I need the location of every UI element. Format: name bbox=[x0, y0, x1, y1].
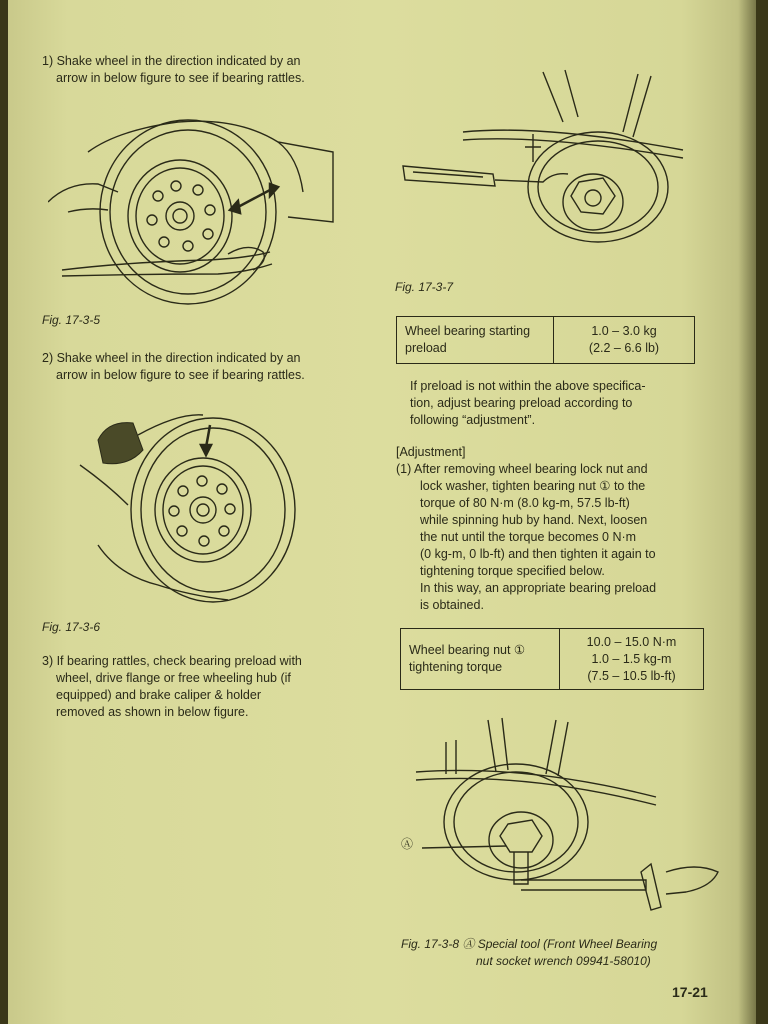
torque-label-line: Wheel bearing nut ① bbox=[409, 643, 526, 657]
step-1-text bbox=[42, 53, 305, 87]
spec-label-line: preload bbox=[405, 341, 447, 355]
adjustment-line: tightening torque specified below. bbox=[420, 564, 605, 578]
note-line: If preload is not within the above specifica- bbox=[410, 379, 646, 393]
figure-caption-17-3-8 bbox=[401, 936, 657, 970]
step-1-line: arrow in below figure to see if bearing rattles. bbox=[56, 71, 305, 85]
spec-value-line: 1.0 – 3.0 kg bbox=[591, 324, 657, 338]
spring-scale-preload-illustration bbox=[393, 62, 693, 252]
torque-value-cell bbox=[560, 629, 703, 689]
figure-caption-17-3-5: Fig. 17-3-5 bbox=[42, 313, 101, 327]
torque-value-line: 1.0 – 1.5 kg-m bbox=[591, 651, 672, 666]
adjustment-line: lock washer, tighten bearing nut ① to the bbox=[420, 479, 646, 493]
callout-a-label: Ⓐ bbox=[401, 837, 414, 851]
spec-label-line: Wheel bearing starting bbox=[405, 324, 531, 338]
spec-label-cell bbox=[397, 317, 554, 363]
torque-value-line: (7.5 – 10.5 lb-ft) bbox=[587, 668, 676, 683]
wheel-shake-illustration-1 bbox=[48, 112, 338, 312]
step-2-text bbox=[42, 350, 305, 384]
caption-line: Fig. 17-3-8 Ⓐ Special tool (Front Wheel Bearing bbox=[401, 937, 658, 951]
figure-caption-17-3-6: Fig. 17-3-6 bbox=[42, 620, 101, 634]
adjustment-section bbox=[396, 444, 656, 614]
adjustment-line: (0 kg-m, 0 lb-ft) and then tighten it again to bbox=[420, 547, 656, 561]
step-3-line: wheel, drive flange or free wheeling hub (if bbox=[56, 671, 291, 685]
step-2-line: 2) Shake wheel in the direction indicated by an bbox=[42, 351, 301, 365]
torque-label-cell bbox=[401, 629, 560, 689]
spec-value-line: (2.2 – 6.6 lb) bbox=[588, 341, 660, 355]
adjustment-line: the nut until the torque becomes 0 N·m bbox=[420, 530, 637, 544]
figure-caption-17-3-7: Fig. 17-3-7 bbox=[395, 280, 454, 294]
step-3-line: 3) If bearing rattles, check bearing preload with bbox=[42, 654, 302, 668]
page-binding-shadow bbox=[738, 0, 756, 1024]
adjustment-line: In this way, an appropriate bearing preload bbox=[420, 581, 657, 595]
caption-line: nut socket wrench 09941-58010) bbox=[476, 954, 651, 968]
step-2-line: arrow in below figure to see if bearing rattles. bbox=[56, 368, 305, 382]
tightening-torque-spec-table bbox=[400, 628, 704, 690]
adjustment-line: torque of 80 N·m (8.0 kg-m, 57.5 lb-ft) bbox=[420, 496, 630, 510]
socket-wrench-illustration bbox=[396, 712, 726, 917]
preload-note-text bbox=[410, 378, 646, 429]
page-number: 17-21 bbox=[672, 984, 708, 1000]
torque-value-line: 10.0 – 15.0 N·m bbox=[586, 634, 677, 649]
step-3-line: removed as shown in below figure. bbox=[56, 705, 249, 719]
adjustment-line: (1) After removing wheel bearing lock nut and bbox=[396, 462, 648, 476]
torque-label-line: tightening torque bbox=[409, 660, 503, 674]
wheel-shake-illustration-2 bbox=[78, 405, 308, 610]
adjustment-line: is obtained. bbox=[420, 598, 484, 612]
step-1-line: 1) Shake wheel in the direction indicated by an bbox=[42, 54, 301, 68]
starting-preload-spec-table bbox=[396, 316, 695, 364]
step-3-text bbox=[42, 653, 302, 721]
step-3-line: equipped) and brake caliper & holder bbox=[56, 688, 261, 702]
manual-page bbox=[8, 0, 756, 1024]
spec-value-cell bbox=[554, 317, 694, 363]
note-line: following “adjustment”. bbox=[410, 413, 536, 427]
note-line: tion, adjust bearing preload according to bbox=[410, 396, 633, 410]
adjustment-title: [Adjustment] bbox=[396, 445, 466, 459]
adjustment-line: while spinning hub by hand. Next, loosen bbox=[420, 513, 648, 527]
